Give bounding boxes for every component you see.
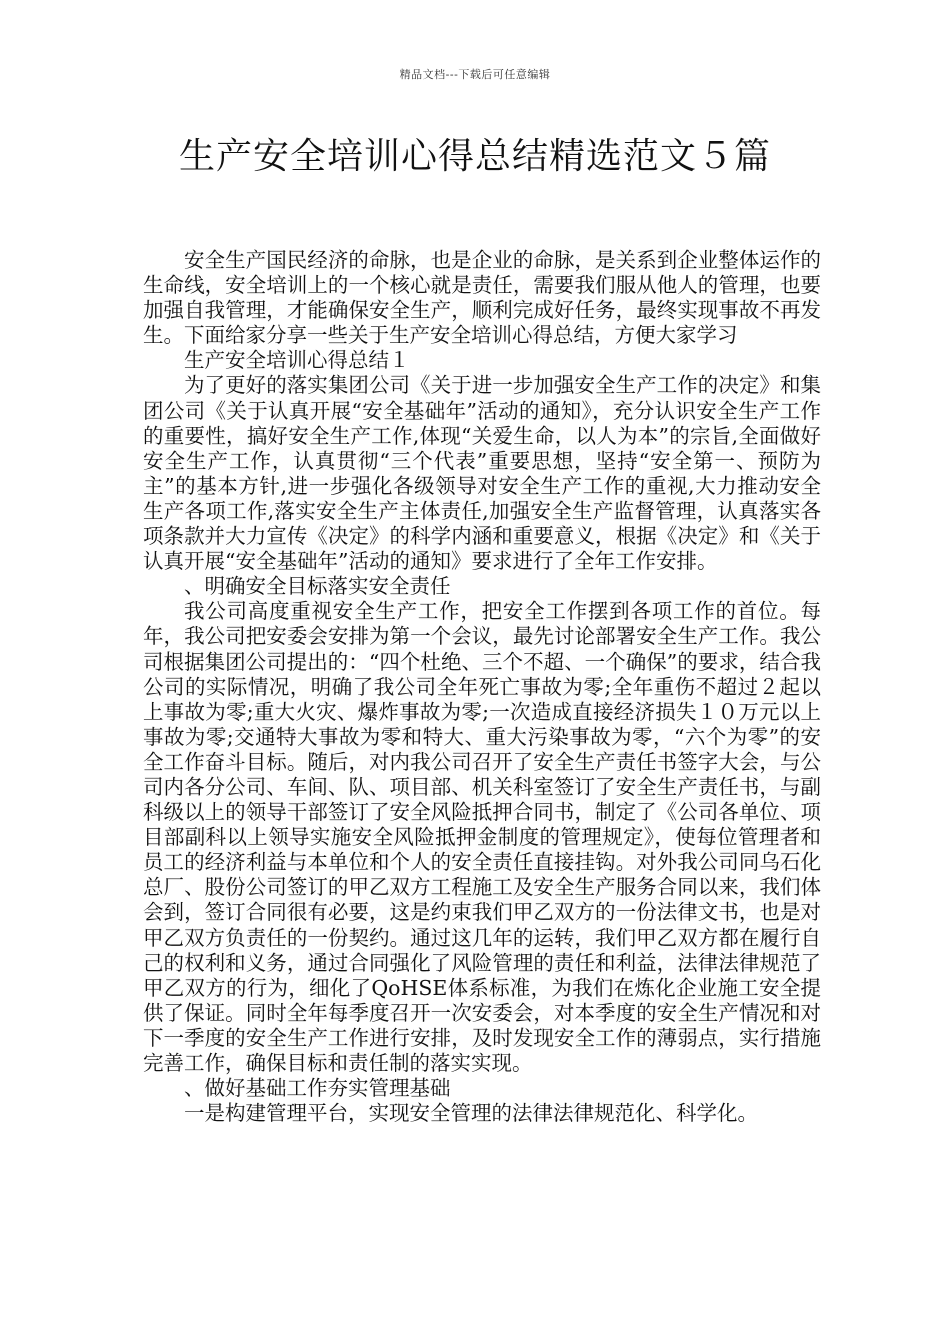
body-paragraph: 我公司高度重视安全生产工作，把安全工作摆到各项工作的首位。每年，我公司把安委会安排为第一个会议，最先讨论部署安全生产工作。我公司根据集团公司提出的：“四个杜绝、三个不超、一个确保”的要求，结合我公司的实际情况，明确了我公司全年死亡事故为零;全年重伤不超过２起以上事故为零;重大火灾、爆炸事故为零;一次造成直接经济损失１０万元以上事故为零;交通特大事故为零和特大、重大污染事故为零，“六个为零”的安全工作奋斗目标。随后，对内我公司召开了安全生产责任书签字大会，与公司内各分公司、车间、队、项目部、机关科室签订了安全生产责任书，与副科级以上的领导干部签订了安全风险抵押合同书，制定了《公司各单位、项目部副科以上领导实施安全风险抵押金制度的管理规定》，使每位管理者和员工的经济利益与本单位和个人的安全责任直接挂钩。对外我公司同乌石化总厂、股份公司签订的甲乙双方工程施工及安全生产服务合同以来，我们体会到，签订合同很有必要，这是约束我们甲乙双方的一份法律文书，也是对甲乙双方负责任的一份契约。通过这几年的运转，我们甲乙双方都在履行自己的权利和义务，通过合同强化了风险管理的责任和利益，法律法律规范了甲乙双方的行为，细化了QoHSE体系标准，为我们在炼化企业施工安全提供了保证。同时全年每季度召开一次安委会，对本季度的安全生产情况和对下一季度的安全生产工作进行安排，及时发现安全工作的薄弱点，实行措施完善工作，确保目标和责任制的落实实现。 bbox=[143, 599, 821, 1075]
section-heading: 生产安全培训心得总结１ bbox=[184, 348, 410, 373]
intro-paragraph: 安全生产国民经济的命脉，也是企业的命脉，是关系到企业整体运作的生命线，安全培训上的一个核心就是责任，需要我们服从他人的管理，也要加强自我管理，才能确保安全生产，顺利完成好任务，最终实现事故不再发生。下面给家分享一些关于生产安全培训心得总结，方便大家学习 bbox=[143, 248, 821, 348]
subsection-heading: 、做好基础工作夯实管理基础 bbox=[184, 1076, 451, 1101]
document-body bbox=[143, 248, 821, 1126]
header-note: 精品文档---下载后可任意编辑 bbox=[399, 68, 551, 81]
body-paragraph: 为了更好的落实集团公司《关于进一步加强安全生产工作的决定》和集团公司《关于认真开展“安全基础年”活动的通知》，充分认识安全生产工作的重要性，搞好安全生产工作,体现“关爱生命，以人为本”的宗旨,全面做好安全生产工作，认真贯彻“三个代表”重要思想，坚持“安全第一、预防为主”的基本方针,进一步强化各级领导对安全生产工作的重视,大力推动安全生产各项工作,落实安全生产主体责任,加强安全生产监督管理，认真落实各项条款并大力宣传《决定》的科学内涵和重要意义，根据《决定》和《关于认真开展“安全基础年”活动的通知》要求进行了全年工作安排。 bbox=[143, 373, 821, 574]
body-paragraph: 一是构建管理平台，实现安全管理的法律法律规范化、科学化。 bbox=[184, 1101, 758, 1126]
subsection-heading: 、明确安全目标落实安全责任 bbox=[184, 574, 451, 599]
document-title: 生产安全培训心得总结精选范文５篇 bbox=[178, 136, 771, 177]
